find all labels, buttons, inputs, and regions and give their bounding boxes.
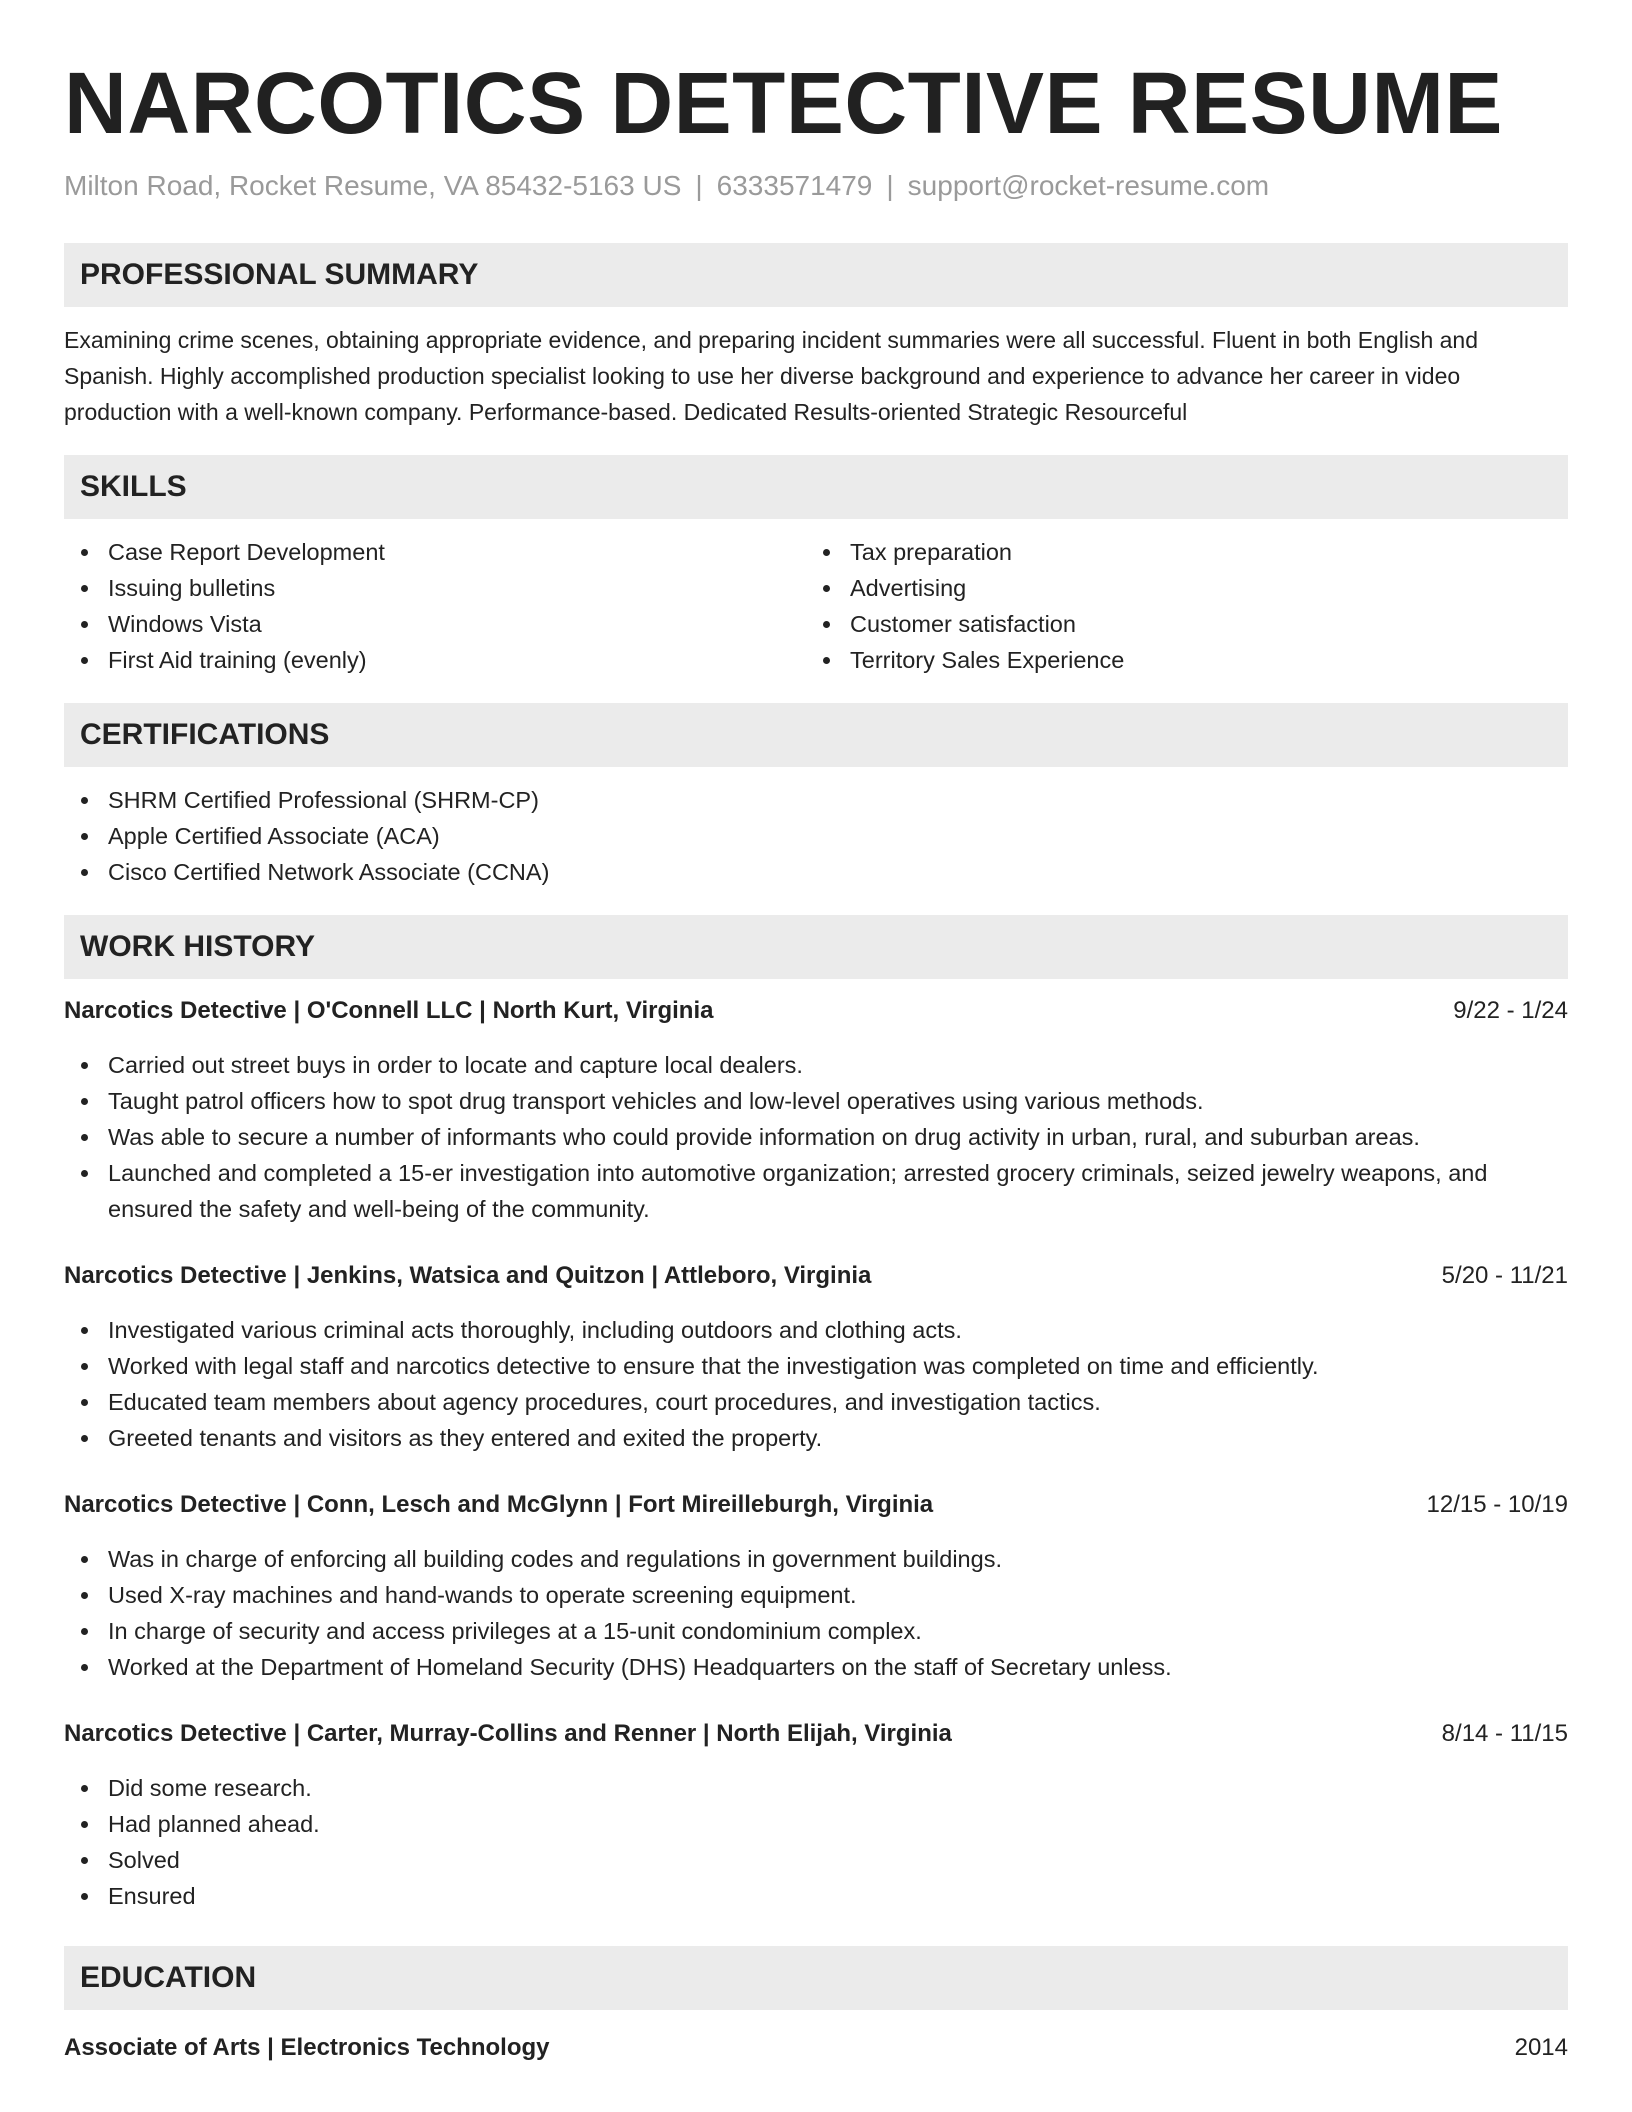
section-heading-summary: PROFESSIONAL SUMMARY: [64, 243, 1568, 307]
job-title: Narcotics Detective | Conn, Lesch and McGlynn | Fort Mireilleburgh, Virginia: [64, 1491, 934, 1518]
job-header: [64, 1487, 1568, 1523]
skill-item: Advertising: [806, 570, 1548, 606]
job-title: Narcotics Detective | Jenkins, Watsica and Quitzon | Attleboro, Virginia: [64, 1262, 872, 1289]
job-header: [64, 993, 1568, 1029]
job-bullet: Worked with legal staff and narcotics detective to ensure that the investigation was completed on time and efficiently.: [64, 1348, 1568, 1384]
contact-separator: |: [695, 170, 703, 201]
job-title: Narcotics Detective | O'Connell LLC | North Kurt, Virginia: [64, 997, 714, 1024]
certification-item: Apple Certified Associate (ACA): [64, 818, 1568, 854]
job-header: [64, 1716, 1568, 1752]
contact-address: Milton Road, Rocket Resume, VA 85432-5163 US: [64, 170, 682, 201]
contact-email: support@rocket-resume.com: [907, 170, 1270, 201]
job-bullets: [64, 1770, 1568, 1914]
job-entry: [64, 1716, 1568, 1914]
certification-item: Cisco Certified Network Associate (CCNA): [64, 854, 1568, 890]
job-bullet: Launched and completed a 15-er investigation into automotive organization; arrested grocery criminals, seized jewelry weapons, and ensured the safety and well-being of the community.: [64, 1155, 1568, 1227]
resume-title: NARCOTICS DETECTIVE RESUME: [64, 55, 1503, 152]
job-bullet: Investigated various criminal acts thoroughly, including outdoors and clothing acts.: [64, 1312, 1568, 1348]
skill-item: First Aid training (evenly): [64, 642, 806, 678]
skills-grid: [64, 534, 1568, 678]
contact-separator: |: [886, 170, 894, 201]
job-bullet: Was able to secure a number of informants who could provide information on drug activity in urban, rural, and suburban areas.: [64, 1119, 1568, 1155]
job-bullet: Greeted tenants and visitors as they entered and exited the property.: [64, 1420, 1568, 1456]
education-degree: Associate of Arts | Electronics Technology: [64, 2034, 550, 2061]
job-header: [64, 1258, 1568, 1294]
skills-list-right: [806, 534, 1548, 678]
section-heading-skills: SKILLS: [64, 455, 1568, 519]
job-bullet: In charge of security and access privileges at a 15-unit condominium complex.: [64, 1613, 1568, 1649]
job-bullet: Solved: [64, 1842, 1568, 1878]
job-bullet: Ensured: [64, 1878, 1568, 1914]
skill-item: Tax preparation: [806, 534, 1548, 570]
contact-line: [64, 168, 1568, 204]
job-dates: 9/22 - 1/24: [1453, 997, 1568, 1024]
certification-item: SHRM Certified Professional (SHRM-CP): [64, 782, 1568, 818]
skill-item: Territory Sales Experience: [806, 642, 1548, 678]
skill-item: Issuing bulletins: [64, 570, 806, 606]
education-year: 2014: [1514, 2034, 1568, 2061]
job-bullet: Had planned ahead.: [64, 1806, 1568, 1842]
skill-item: Windows Vista: [64, 606, 806, 642]
summary-text: Examining crime scenes, obtaining appropriate evidence, and preparing incident summaries were all successful. Fluent in both English and Spanish. Highly accomplished production specialist looking to use her diverse background and experience to advance her career in video production with a well-known company. Performance-based. Dedicated Results-oriented Strategic Resourceful: [64, 327, 1478, 425]
job-title: Narcotics Detective | Carter, Murray-Collins and Renner | North Elijah, Virginia: [64, 1720, 952, 1747]
skill-item: Customer satisfaction: [806, 606, 1548, 642]
job-bullet: Worked at the Department of Homeland Security (DHS) Headquarters on the staff of Secretary unless.: [64, 1649, 1568, 1685]
skills-list-left: [64, 534, 806, 678]
job-bullets: [64, 1047, 1568, 1227]
section-heading-certifications: CERTIFICATIONS: [64, 703, 1568, 767]
education-entry: [64, 2030, 1568, 2066]
job-bullet: Used X-ray machines and hand-wands to operate screening equipment.: [64, 1577, 1568, 1613]
job-bullets: [64, 1541, 1568, 1685]
certifications-list: [64, 782, 1568, 890]
section-heading-work-history: WORK HISTORY: [64, 915, 1568, 979]
job-dates: 5/20 - 11/21: [1441, 1262, 1568, 1289]
job-bullet: Taught patrol officers how to spot drug transport vehicles and low-level operatives using various methods.: [64, 1083, 1568, 1119]
job-bullet: Was in charge of enforcing all building codes and regulations in government buildings.: [64, 1541, 1568, 1577]
job-bullet: Educated team members about agency procedures, court procedures, and investigation tactics.: [64, 1384, 1568, 1420]
job-entry: [64, 993, 1568, 1227]
skill-item: Case Report Development: [64, 534, 806, 570]
job-bullet: Carried out street buys in order to locate and capture local dealers.: [64, 1047, 1568, 1083]
job-bullets: [64, 1312, 1568, 1456]
job-entry: [64, 1258, 1568, 1456]
job-dates: 12/15 - 10/19: [1426, 1491, 1568, 1518]
job-entry: [64, 1487, 1568, 1685]
job-dates: 8/14 - 11/15: [1441, 1720, 1568, 1747]
contact-phone: 6333571479: [716, 170, 873, 201]
job-bullet: Did some research.: [64, 1770, 1568, 1806]
section-heading-education: EDUCATION: [64, 1946, 1568, 2010]
